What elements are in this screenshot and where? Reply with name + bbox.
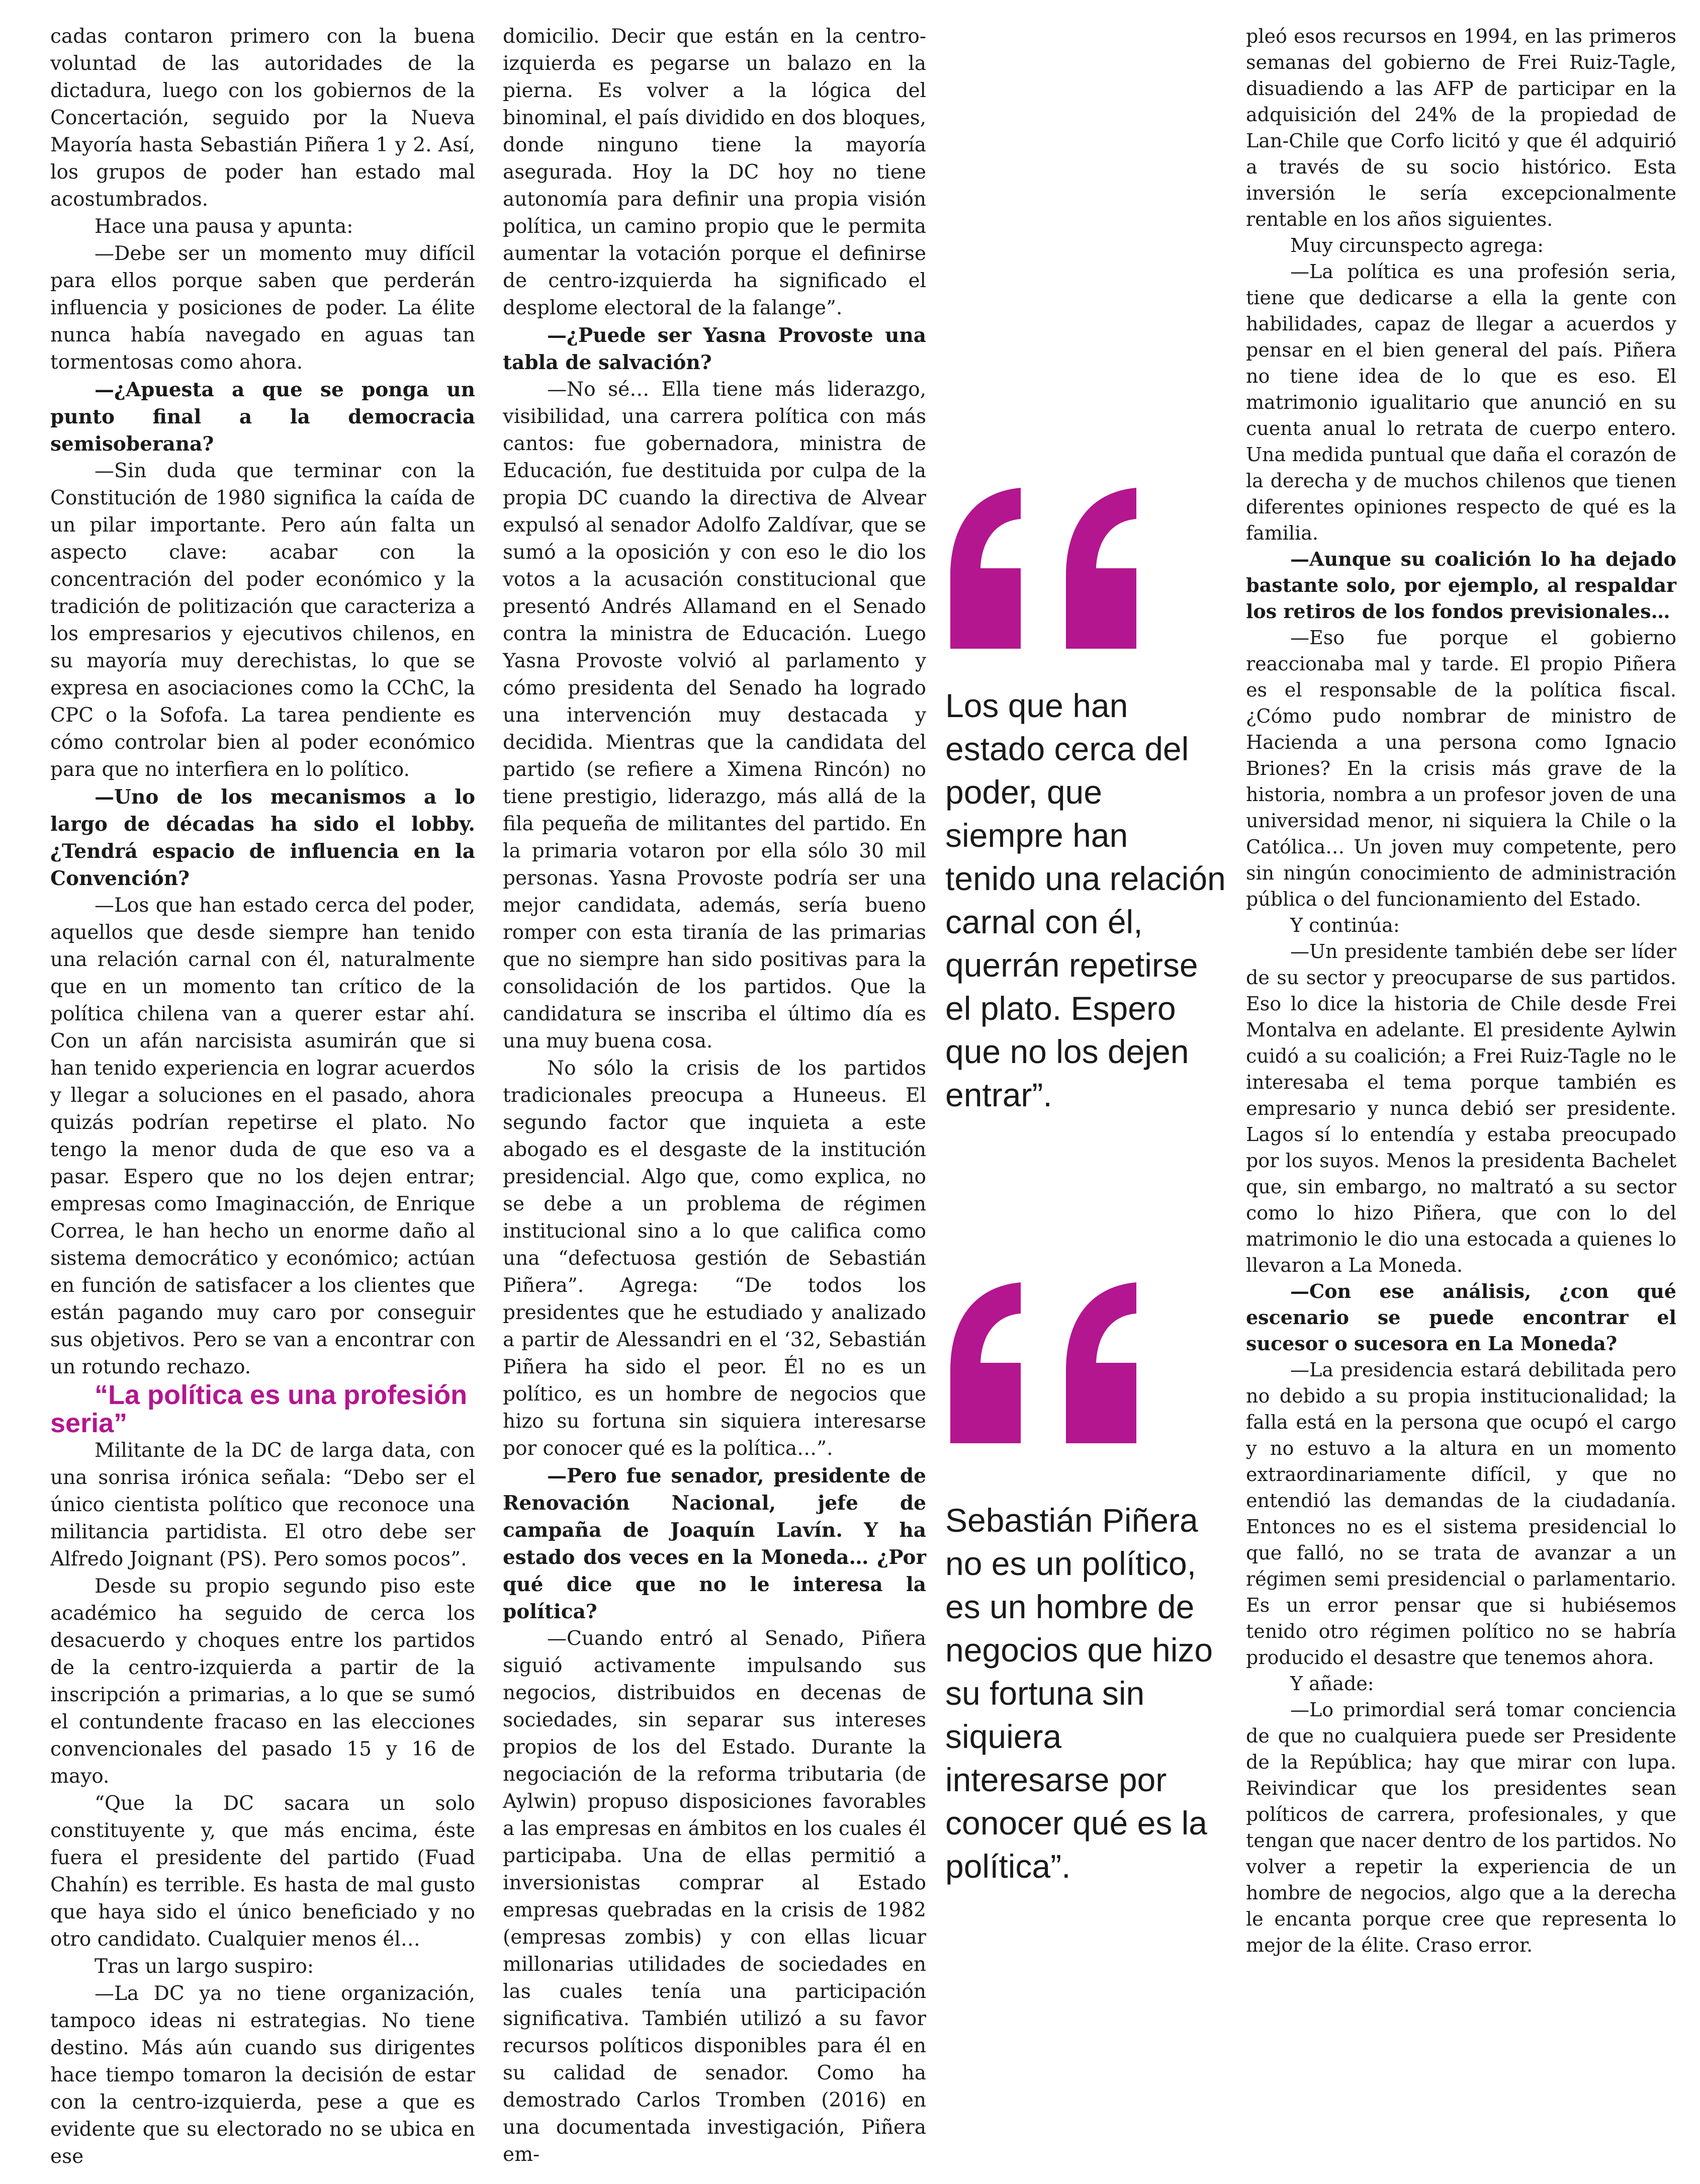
interview-question: —Aunque su coalición lo ha dejado bastante solo, por ejemplo, al respaldar los retiros de los fondos previsionales… bbox=[1246, 548, 1676, 623]
interview-question: —¿Apuesta a que se ponga un punto final a la democracia semisoberana? bbox=[50, 378, 475, 456]
paragraph: Muy circunspecto agrega: bbox=[1290, 234, 1544, 256]
paragraph: —Eso fue porque el gobierno reaccionaba mal y tarde. El propio Piñera es el responsable de la política fiscal. ¿Cómo pudo nombrar de ministro de Hacienda a una persona como Ignacio Briones? En la crisis más grave de la historia, nombra a un profesor joven de una universidad menor, ni siquiera la Chile o la Católica… Un joven muy competente, pero sin ningún conocimiento de administración pública o del funcionamiento del Estado. bbox=[1246, 627, 1676, 910]
open-quote-icon bbox=[945, 1277, 1146, 1443]
paragraph: —Los que han estado cerca del poder, aquellos que desde siempre han tenido una relación carnal con él, naturalmente que en un momento tan crítico de la política chilena van a querer estar ahí. Con un afán narcisista asumirán que si han tenido experiencia en lograr acuerdos y llegar a soluciones en el pasado, ahora quizás podrían repetirse el plato. No tengo la menor duda de que eso va a pasar. Espero que no los dejen entrar; empresas como Imaginacción, de Enrique Correa, le han hecho un enorme daño al sistema democrático y económico; actúan en función de satisfacer a los clientes que están pagando muy caro por conseguir sus objetivos. Pero se van a encontrar con un rotundo rechazo. bbox=[50, 894, 475, 1378]
paragraph: Desde su propio segundo piso este académico ha seguido de cerca los desacuerdo y choques entre los partidos de la centro-izquierda a partir de la inscripción a primarias, a lo que se sumó el contundente fracaso en las elecciones convencionales del pasado 15 y 16 de mayo. bbox=[50, 1575, 475, 1788]
paragraph: —La DC ya no tiene organización, tampoco ideas ni estrategias. No tiene destino. Más aún cuando sus dirigentes hace tiempo tomaron la decisión de estar con la centro-izquierda, pese a que es evidente que su electorado no se ubica en ese bbox=[50, 1982, 475, 2168]
pull-quote-text: Sebastián Piñera no es un político, es un hombre de negocios que hizo su fortuna sin siquiera interesarse por conocer qué es la política”. bbox=[945, 1502, 1213, 1885]
paragraph: Y añade: bbox=[1290, 1673, 1374, 1695]
paragraph: Hace una pausa y apunta: bbox=[95, 215, 353, 238]
pull-quote-2 bbox=[945, 1277, 1227, 1888]
paragraph: Tras un largo suspiro: bbox=[95, 1955, 314, 1978]
pull-quote-text: Los que han estado cerca del poder, que siempre han tenido una relación carnal con él, querrán repetirse el plato. Espero que no los dejen entrar”. bbox=[945, 687, 1226, 1113]
paragraph: —No sé… Ella tiene más liderazgo, visibilidad, una carrera política con más cantos: fue gobernadora, ministra de Educación, fue destituida por culpa de la propia DC cuando la directiva de Alvear expulsó al senador Adolfo Zaldívar, que se sumó a la oposición y con eso le dio los votos a la acusación constitucional que presentó Andrés Allamand en el Senado contra la ministra de Educación. Luego Yasna Provoste volvió al parlamento y cómo presidenta del Senado ha logrado una intervención muy destacada y decidida. Mientras que la candidata del partido (se refiere a Ximena Rincón) no tiene prestigio, liderazgo, más allá de la fila pequeña de militantes del partido. En la primaria votaron por ella sólo 30 mil personas. Yasna Provoste podría ser una mejor candidata, además, sería bueno romper con esta tiranía de las primarias que no siempre han sido positivas para la consolidación de los partidos. Que la candidatura se inscriba el último día es una muy buena cosa. bbox=[503, 378, 926, 1053]
interview-question: —Con ese análisis, ¿con qué escenario se puede encontrar el sucesor o sucesora en La Moneda? bbox=[1246, 1280, 1676, 1355]
paragraph: “Que la DC sacara un solo constituyente y, que más encima, éste fuera el presidente del partido (Fuad Chahín) es terrible. Es hasta de mal gusto que haya sido el único beneficiado y no otro candidato. Cualquier menos él… bbox=[50, 1792, 475, 1951]
article-column-1 bbox=[50, 23, 475, 2170]
open-quote-icon bbox=[945, 483, 1146, 649]
paragraph: Militante de la DC de larga data, con una sonrisa irónica señala: “Debo ser el único cientista político que reconoce una militancia partidista. El otro debe ser Alfredo Joignant (PS). Pero somos pocos”. bbox=[50, 1439, 475, 1570]
paragraph: —Un presidente también debe ser líder de su sector y preocuparse de sus partidos. Eso lo dice la historia de Chile desde Frei Montalva en adelante. El presidente Aylwin cuidó a su coalición; a Frei Ruiz-Tagle no le interesaba el tema porque también es empresario y nunca debió ser presidente. Lagos sí lo entendía y estaba preocupado por los suyos. Menos la presidenta Bachelet que, sin embargo, no maltrató a su sector como lo hizo Piñera, que con lo del matrimonio le dio una estocada a quienes lo llevaron a La Moneda. bbox=[1246, 940, 1676, 1276]
paragraph: —Debe ser un momento muy difícil para ellos porque saben que perderán influencia y posiciones de poder. La élite nunca había navegado en aguas tan tormentosas como ahora. bbox=[50, 242, 475, 374]
paragraph: —La presidencia estará debilitada pero no debido a su propia institucionalidad; la falla está en la persona que ocupó el cargo y no estuvo a la altura en un momento extraordinariamente difícil, y que no entendió las demandas de la ciudadanía. Entonces no es el sistema presidencial lo que falló, no se trata de avanzar a un régimen semi presidencial o parlamentario. Es un error pensar que si hubiésemos tenido otro régimen político no se habría producido el desastre que tenemos ahora. bbox=[1246, 1359, 1676, 1669]
paragraph: cadas contaron primero con la buena voluntad de las autoridades de la dictadura, luego con los gobiernos de la Concertación, seguido por la Nueva Mayoría hasta Sebastián Piñera 1 y 2. Así, los grupos de poder han estado mal acostumbrados. bbox=[50, 25, 475, 211]
article-column-2 bbox=[503, 23, 926, 2168]
interview-question: —¿Puede ser Yasna Provoste una tabla de salvación? bbox=[503, 324, 926, 374]
pull-quote-1 bbox=[945, 483, 1227, 1116]
paragraph: No sólo la crisis de los partidos tradicionales preocupa a Huneeus. El segundo factor que inquieta a este abogado es el desgaste de la institución presidencial. Algo que, como explica, no se debe a un problema de régimen institucional sino a lo que califica como una “defectuosa gestión de Sebastián Piñera”. Agrega: “De todos los presidentes que he estudiado y analizado a partir de Alessandri en el ‘32, Sebastián Piñera ha sido el peor. Él no es un político, es un hombre de negocios que hizo su fortuna sin siquiera interesarse por conocer qué es la política…”. bbox=[503, 1057, 926, 1460]
paragraph: —Cuando entró al Senado, Piñera siguió activamente impulsando sus negocios, distribuidos en decenas de sociedades, sin separar sus intereses propios de los del Estado. Durante la negociación de la reforma tributaria (de Aylwin) propuso disposiciones favorables a las empresas en ámbitos en los cuales él participaba. Una de ellas permitió a inversionistas comprar al Estado empresas quebradas en la crisis de 1982 (empresas zombis) y con ellas licuar millonarias utilidades de sociedades en las cuales tenía una participación significativa. También utilizó a su favor recursos políticos disponibles para él en su calidad de senador. Como ha demostrado Carlos Tromben (2016) en una documentada investigación, Piñera em- bbox=[503, 1627, 926, 2166]
interview-question: —Pero fue senador, presidente de Renovación Nacional, jefe de campaña de Joaquín Lavín. Y ha estado dos veces en la Moneda… ¿Por qué dice que no le interesa la política? bbox=[503, 1464, 926, 1623]
paragraph: —La política es una profesión seria, tiene que dedicarse a ella la gente con habilidades, capaz de llegar a acuerdos y pensar en el bien general del país. Piñera no tiene idea de lo que es eso. El matrimonio igualitario que anunció en su cuenta anual lo retrata de cuerpo entero. Una medida puntual que daña el corazón de la derecha y de muchos chilenos que tienen diferentes opiniones respecto de qué es la familia. bbox=[1246, 260, 1676, 544]
section-subhead: “La política es una profesión seria” bbox=[50, 1380, 468, 1438]
paragraph: pleó esos recursos en 1994, en las primeros semanas del gobierno de Frei Ruiz-Tagle, disuadiendo a las AFP de participar en la adquisición del 24% de la propiedad de Lan-Chile que Corfo licitó y que él adquirió a través de su socio histórico. Esta inversión le sería excepcionalmente rentable en los años siguientes. bbox=[1246, 25, 1676, 230]
interview-question: —Uno de los mecanismos a lo largo de décadas ha sido el lobby. ¿Tendrá espacio de influencia en la Convención? bbox=[50, 785, 475, 890]
paragraph: Y continúa: bbox=[1290, 914, 1400, 936]
paragraph: domicilio. Decir que están en la centro-izquierda es pegarse un balazo en la pierna. Es volver a la lógica del binominal, el país dividido en dos bloques, donde ninguno tiene la mayoría asegurada. Hoy la DC hoy no tiene autonomía para definir una propia visión política, un camino propio que le permita aumentar la votación porque el definirse de centro-izquierda ha significado el desplome electoral de la falange”. bbox=[503, 25, 926, 319]
paragraph: —Sin duda que terminar con la Constitución de 1980 significa la caída de un pilar importante. Pero aún falta un aspecto clave: acabar con la concentración del poder económico y la tradición de politización que caracteriza a los empresarios y ejecutivos chilenos, en su mayoría muy derechistas, lo que se expresa en asociaciones como la CChC, la CPC o la Sofofa. La tarea pendiente es cómo controlar bien al poder económico para que no interfiera en lo político. bbox=[50, 460, 475, 781]
article-column-3 bbox=[1246, 23, 1676, 1958]
paragraph: —Lo primordial será tomar conciencia de que no cualquiera puede ser Presidente de la República; hay que mirar con lupa. Reivindicar que los presidentes sean políticos de carrera, profesionales, y que tengan que nacer dentro de los partidos. No volver a repetir la experiencia de un hombre de negocios, algo que a la derecha le encanta porque cree que representa lo mejor de la élite. Craso error. bbox=[1246, 1699, 1676, 1956]
